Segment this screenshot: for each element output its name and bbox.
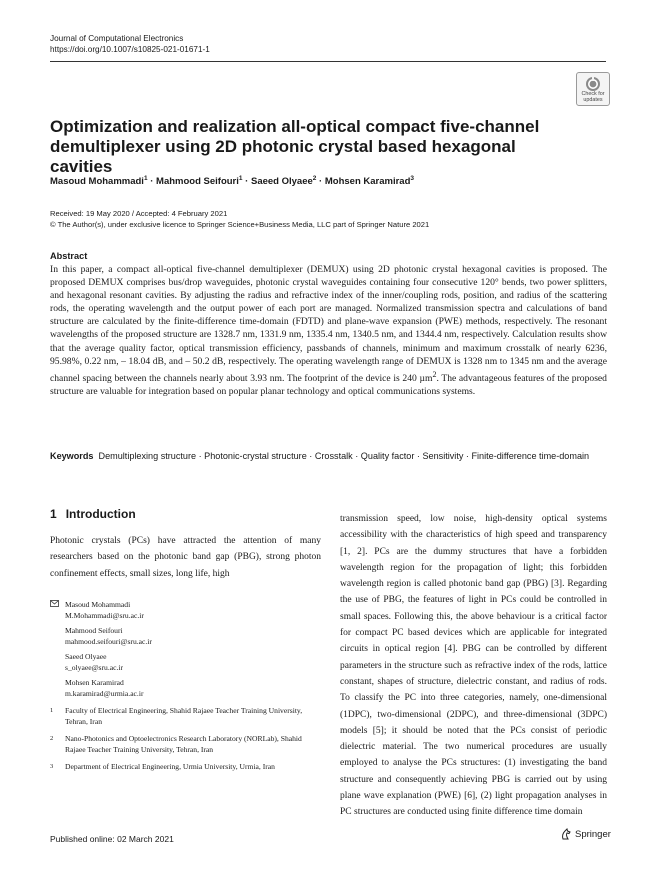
- check-updates-line1: Check for: [581, 91, 605, 97]
- author-affiliation-mark: 1: [143, 175, 148, 182]
- affiliation-text: Faculty of Electrical Engineering, Shahid Rajaee Teacher Training University, Tehran, Iran: [65, 706, 303, 726]
- affiliations-block: [50, 599, 321, 772]
- contact-email[interactable]: mahmood.seifouri@sru.ac.ir: [65, 637, 152, 646]
- contact-email[interactable]: s_olyaee@sru.ac.ir: [65, 663, 124, 672]
- affiliation-number: 1: [50, 707, 54, 714]
- section-title: Introduction: [65, 507, 136, 521]
- received-accepted: Received: 19 May 2020 / Accepted: 4 February 2021: [50, 209, 228, 218]
- abstract-body-end: . The advantageous features of the proposed structure are valuable for integration based on popular planar technology and optical communications systems.: [50, 372, 607, 398]
- affiliation-entry: [50, 733, 321, 755]
- author-affiliation-mark: 2: [312, 175, 317, 182]
- section-heading: [50, 507, 136, 521]
- abstract-section: [50, 251, 607, 398]
- contact-email[interactable]: m.karamirad@urmia.ac.ir: [65, 689, 144, 698]
- publisher-name: Springer: [575, 829, 611, 840]
- author-name[interactable]: Mahmood Seifouri: [156, 176, 239, 188]
- copyright-line: © The Author(s), under exclusive licence to Springer Science+Business Media, LLC part of Springer Nature 2021: [50, 220, 430, 229]
- affiliation-text: Department of Electrical Engineering, Urmia University, Urmia, Iran: [65, 762, 275, 771]
- author-name[interactable]: Mohsen Karamirad: [324, 176, 411, 188]
- footprint-unit-exponent: 2: [432, 369, 437, 379]
- section-number: 1: [50, 507, 57, 521]
- abstract-heading: Abstract: [50, 251, 88, 261]
- author-separator: ·: [242, 176, 251, 188]
- footprint-unit: µm: [419, 372, 433, 384]
- header-rule: [50, 61, 606, 62]
- check-for-updates-badge[interactable]: [576, 72, 610, 106]
- keywords-label: Keywords: [50, 451, 94, 461]
- author-separator: ·: [147, 176, 157, 188]
- contact-name: Mohsen Karamirad: [65, 678, 124, 687]
- contact-entry: [50, 677, 321, 699]
- affiliation-entry: [50, 705, 321, 727]
- contact-entry: [50, 651, 321, 673]
- contact-name: Saeed Olyaee: [65, 652, 107, 661]
- contact-entry: [50, 625, 321, 647]
- article-dates: [50, 208, 429, 230]
- affiliation-text: Nano-Photonics and Optoelectronics Research Laboratory (NORLab), Shahid Rajaee Teacher Training University, Tehran, Iran: [65, 734, 302, 754]
- contact-email[interactable]: M.Mohammadi@sru.ac.ir: [65, 611, 144, 620]
- author-name[interactable]: Saeed Olyaee: [250, 176, 313, 188]
- author-separator: ·: [316, 176, 325, 188]
- intro-right-column: transmission speed, low noise, high-density optical systems accessibility with the characteristics of high speed and transparency [1, 2]. PCs are the dummy structures that have a forbidden wavelength region for the propagation of light; this forbidden wavelength region is called photonic band gap (PBG) [3]. Regarding the use of PBG, the features of light in PCs could be controlled in small spaces. Following this, the above behaviour is a critical factor for compact PC based devices which are applicable for integrated circuits in optical region [4]. PBG can be controlled by different parameters in the structure such as refractive index of the rods, lattice constant, shapes of structure, dielectric constant, and radius of rods. To classify the PC into three categories, namely, one-dimensional (1DPC), two-dimensional (2DPC), and three-dimensional (3DPC) models [5]; it should be noted that the PCs consist of periodic dielectric material. The two numerical procedures are usually employed to analyse the PCs structures: (1) investigating the band structure and consequently achieving PBG is carried out by using plane wave explanation (PWE) [6], (2) light propagation analyses in PC structures are conducted using finite difference time domain: [340, 514, 607, 818]
- springer-horse-icon: [560, 828, 572, 840]
- envelope-icon: [50, 600, 59, 607]
- author-affiliation-mark: 3: [410, 175, 415, 182]
- keywords-section: [50, 450, 607, 463]
- published-date: Published online: 02 March 2021: [50, 834, 174, 844]
- article-title: Optimization and realization all-optical compact five-channel demultiplexer using 2D photonic crystal based hexagonal cavities: [50, 117, 540, 176]
- author-name[interactable]: Masoud Mohammadi: [50, 176, 144, 188]
- affiliation-number: 3: [50, 763, 54, 770]
- journal-name: Journal of Computational Electronics: [50, 34, 184, 43]
- author-affiliation-mark: 1: [238, 175, 243, 182]
- journal-header: [50, 33, 210, 55]
- affiliation-number: 2: [50, 735, 54, 742]
- intro-left-column: Photonic crystals (PCs) have attracted the attention of many researchers based on the photonic band gap (PBG), strong photon confinement effects, small sizes, long life, high: [50, 536, 321, 579]
- doi-link[interactable]: https://doi.org/10.1007/s10825-021-01671-1: [50, 45, 210, 54]
- corresponding-contact: [50, 599, 321, 621]
- abstract-body: In this paper, a compact all-optical five-channel demultiplexer (DEMUX) using 2D photonic crystal hexagonal cavities is proposed. The proposed DEMUX comprises bus/drop waveguides, photonic crystal waveguides containing four consecutive 120° bends, two power splitters, and hexagonal resonant cavities. By adjusting the radius and refractive index of the inner/coupling rods, position, and radius of the scattering rods, the operating wavelength and the output power of each port are managed. Normalized transmission spectra and calculations of band structure are calculated by the finite-difference time-domain (FDTD) and plane-wave expansion (PWE) methods, respectively. The resonant wavelengths of the proposed structure are 1328.7 nm, 1331.9 nm, 1335.4 nm, 1340.5 nm, and 1344.4 nm, respectively. Calculation results show that the average quality factor, optical transmission efficiency, passbands of channels, minimum and maximum crosstalk of nearly 6236, 95.98%, 0.22 nm, – 18.04 dB, and – 50.2 dB, respectively. The operating wavelength range of DEMUX is 1328 nm to 1345 nm and the average channel spacing between the channels nearly about 3.93 nm. The footprint of the device is 240: [50, 264, 607, 384]
- author-list: [50, 175, 414, 187]
- abstract-text: [50, 263, 607, 398]
- affiliation-entry: [50, 761, 321, 772]
- keywords-list: Demultiplexing structure · Photonic-crystal structure · Crosstalk · Quality factor · Sensitivity · Finite-difference time-domain: [98, 451, 590, 461]
- check-updates-line2: updates: [583, 96, 603, 103]
- contact-name: Masoud Mohammadi: [65, 600, 131, 609]
- check-updates-icon: [585, 76, 601, 92]
- contact-name: Mahmood Seifouri: [65, 626, 123, 635]
- publisher-logo: [560, 828, 611, 840]
